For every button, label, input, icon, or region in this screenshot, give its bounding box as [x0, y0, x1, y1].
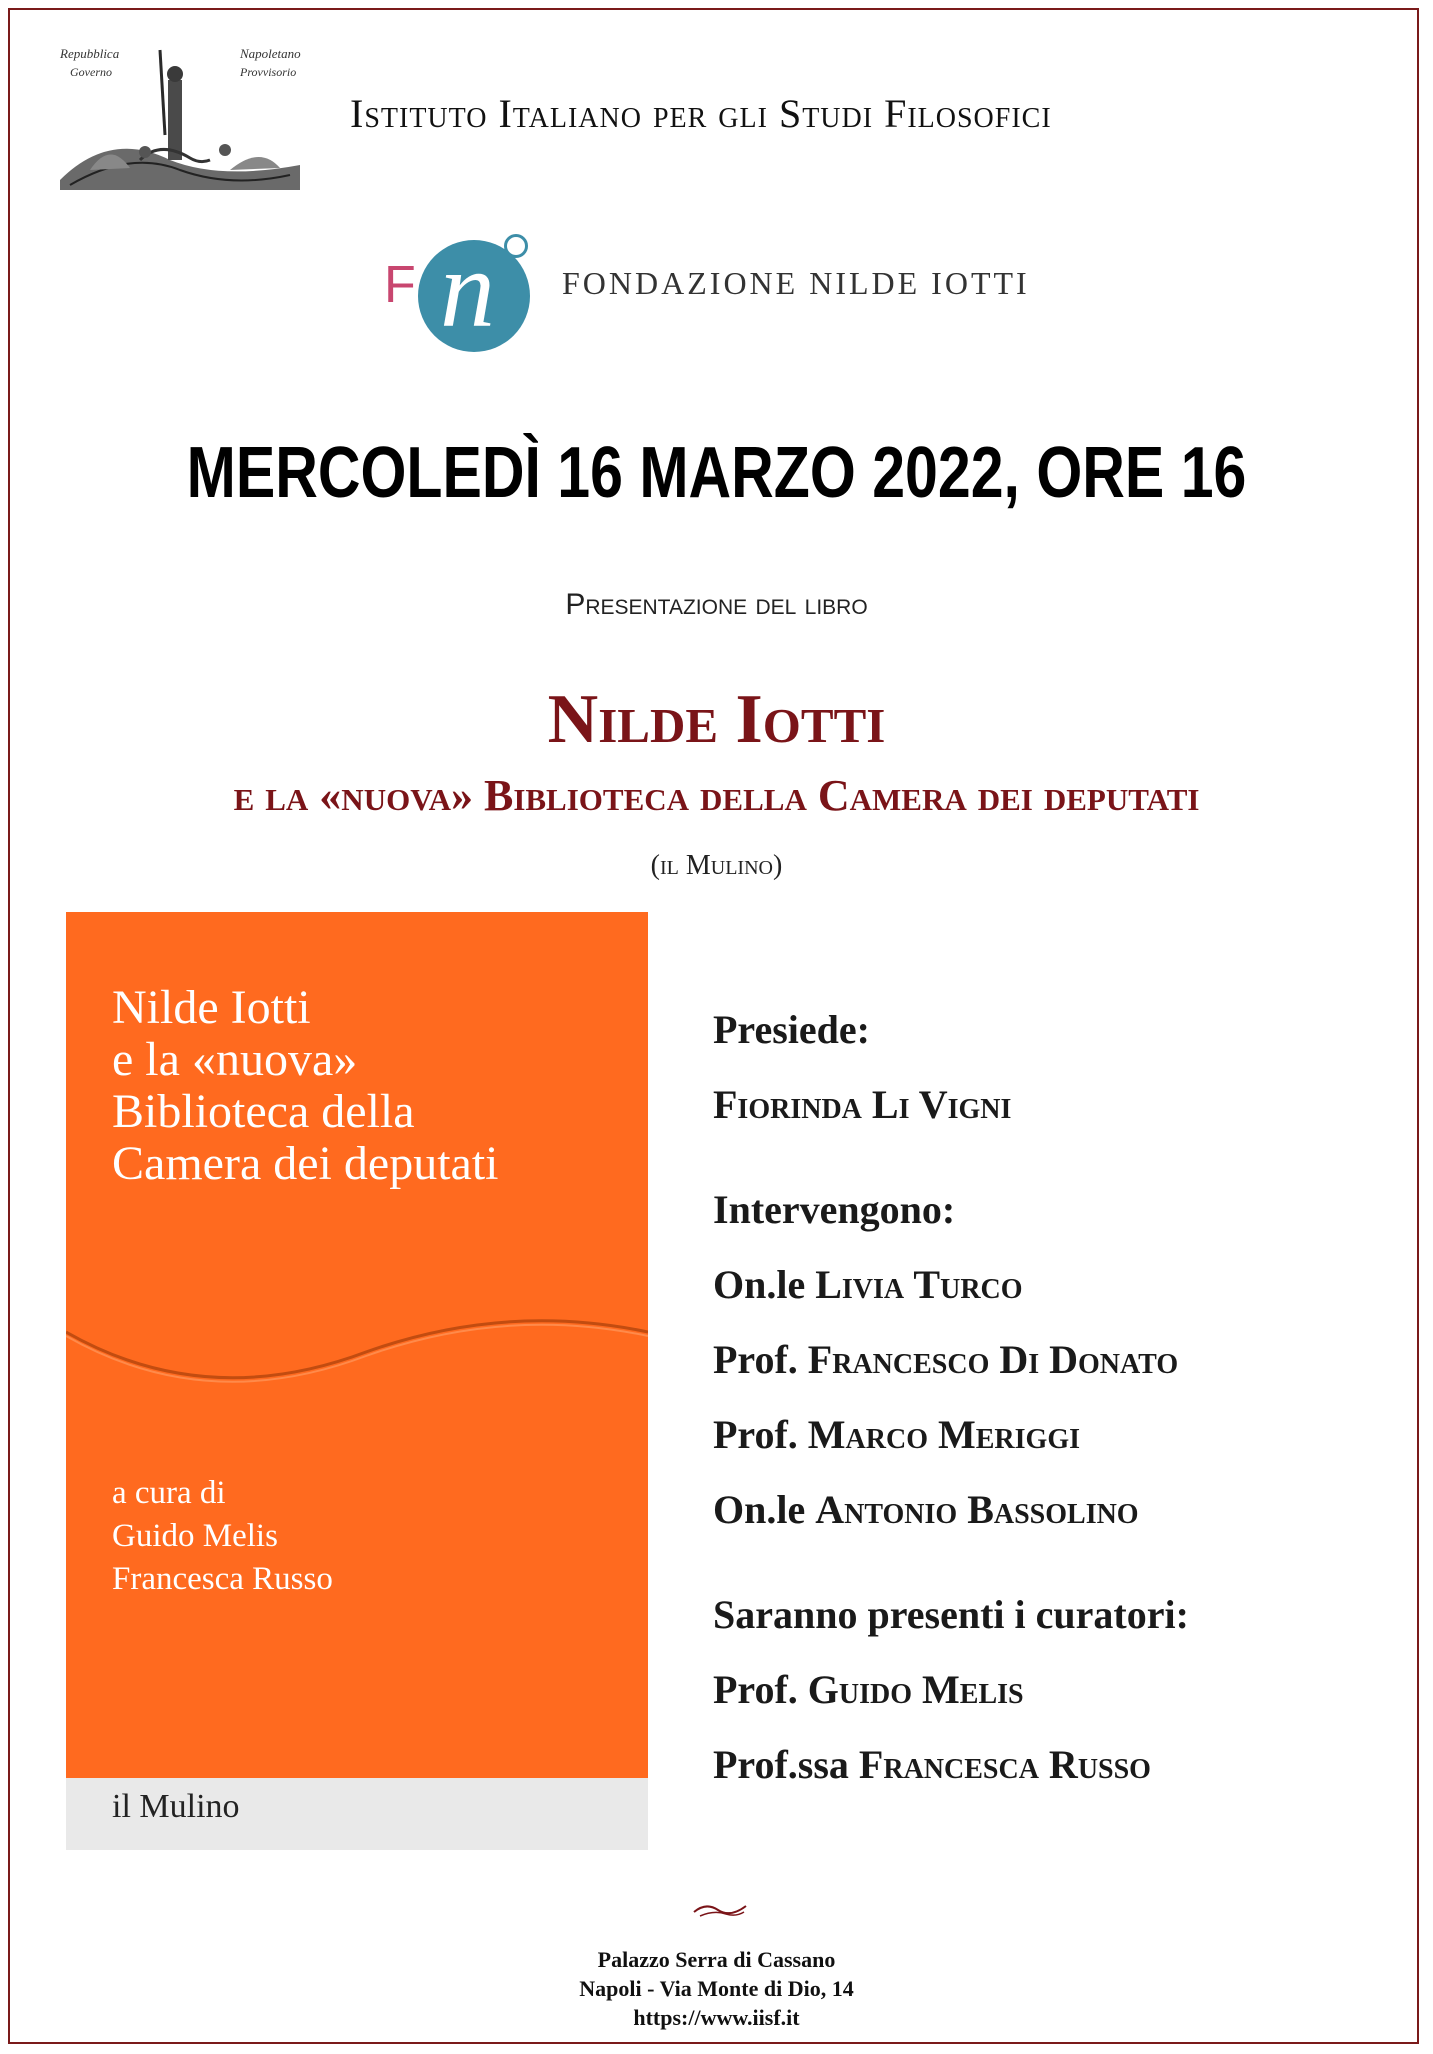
- cover-title-line: Camera dei deputati: [112, 1137, 499, 1190]
- speaker-entry: [713, 1397, 1373, 1472]
- chair-name: Fiorinda Li Vigni: [713, 1082, 1012, 1127]
- cover-publisher: il Mulino: [112, 1788, 240, 1825]
- event-kind: Presentazione del libro: [565, 588, 868, 621]
- event-date: MERCOLEDÌ 16 MARZO 2022, ORE 16: [186, 433, 1247, 513]
- curator-title: Prof.ssa: [713, 1742, 849, 1787]
- venue-street: Napoli - Via Monte di Dio, 14: [579, 1976, 854, 2001]
- speaker-title: On.le: [713, 1487, 806, 1532]
- curators-label: Saranno presenti i curatori:: [713, 1592, 1189, 1637]
- speaker-title: On.le: [713, 1262, 806, 1307]
- svg-text:Provvisorio: Provvisorio: [240, 65, 297, 79]
- speaker-title: Prof.: [713, 1412, 798, 1457]
- cover-title: [112, 982, 632, 1190]
- engraving-text-right: Napoletano: [240, 46, 301, 61]
- speakers-list: [713, 992, 1373, 1802]
- curator-entry: [713, 1727, 1373, 1802]
- curator-entry: [713, 1652, 1373, 1727]
- cover-title-line: Nilde Iotti: [112, 981, 311, 1034]
- cover-title-line: Biblioteca della: [112, 1085, 415, 1138]
- speakers-label: Intervengono:: [713, 1187, 956, 1232]
- venue-name: Palazzo Serra di Cassano: [597, 1947, 836, 1972]
- cover-title-line: e la «nuova»: [112, 1033, 358, 1086]
- curator-title: Prof.: [713, 1667, 798, 1712]
- chair-label: Presiede:: [713, 1007, 870, 1052]
- curator-name: Guido Melis: [807, 1667, 1024, 1712]
- book-publisher-note: (il Mulino): [650, 850, 783, 881]
- book-title: Nilde Iotti: [547, 681, 886, 758]
- book-subtitle: e la «nuova» Biblioteca della Camera dei deputati: [233, 771, 1200, 820]
- cover-editors-line: Guido Melis: [112, 1518, 278, 1554]
- foundation-logo-mark: n: [440, 228, 495, 350]
- institute-name: Istituto Italiano per gli Studi Filosofici: [350, 91, 1052, 136]
- cover-editors-line: Francesca Russo: [112, 1561, 333, 1597]
- speaker-name: Antonio Bassolino: [815, 1487, 1139, 1532]
- foundation-name: FONDAZIONE NILDE IOTTI: [562, 265, 1030, 301]
- venue-address: [0, 1945, 1433, 2032]
- institute-engraving-logo: [50, 40, 310, 200]
- speaker-title: Prof.: [713, 1337, 798, 1382]
- engraving-text-left: Repubblica: [60, 46, 120, 61]
- chair-entry: [713, 1067, 1373, 1142]
- speaker-entry: [713, 1322, 1373, 1397]
- cover-editors: [112, 1472, 333, 1601]
- foundation-logo-letter: F: [384, 256, 416, 314]
- foundation-logo-dot: [504, 234, 528, 258]
- svg-text:Governo: Governo: [70, 65, 112, 79]
- book-cover: [66, 912, 648, 1850]
- speaker-name: Marco Meriggi: [807, 1412, 1080, 1457]
- speaker-entry: [713, 1472, 1373, 1547]
- speaker-entry: [713, 1247, 1373, 1322]
- cover-editors-line: a cura di: [112, 1475, 226, 1511]
- flourish-ornament: [690, 1898, 750, 1922]
- curator-name: Francesca Russo: [858, 1742, 1151, 1787]
- website-link[interactable]: https://www.iisf.it: [633, 2005, 800, 2030]
- speaker-name: Livia Turco: [815, 1262, 1023, 1307]
- speaker-name: Francesco Di Donato: [807, 1337, 1179, 1382]
